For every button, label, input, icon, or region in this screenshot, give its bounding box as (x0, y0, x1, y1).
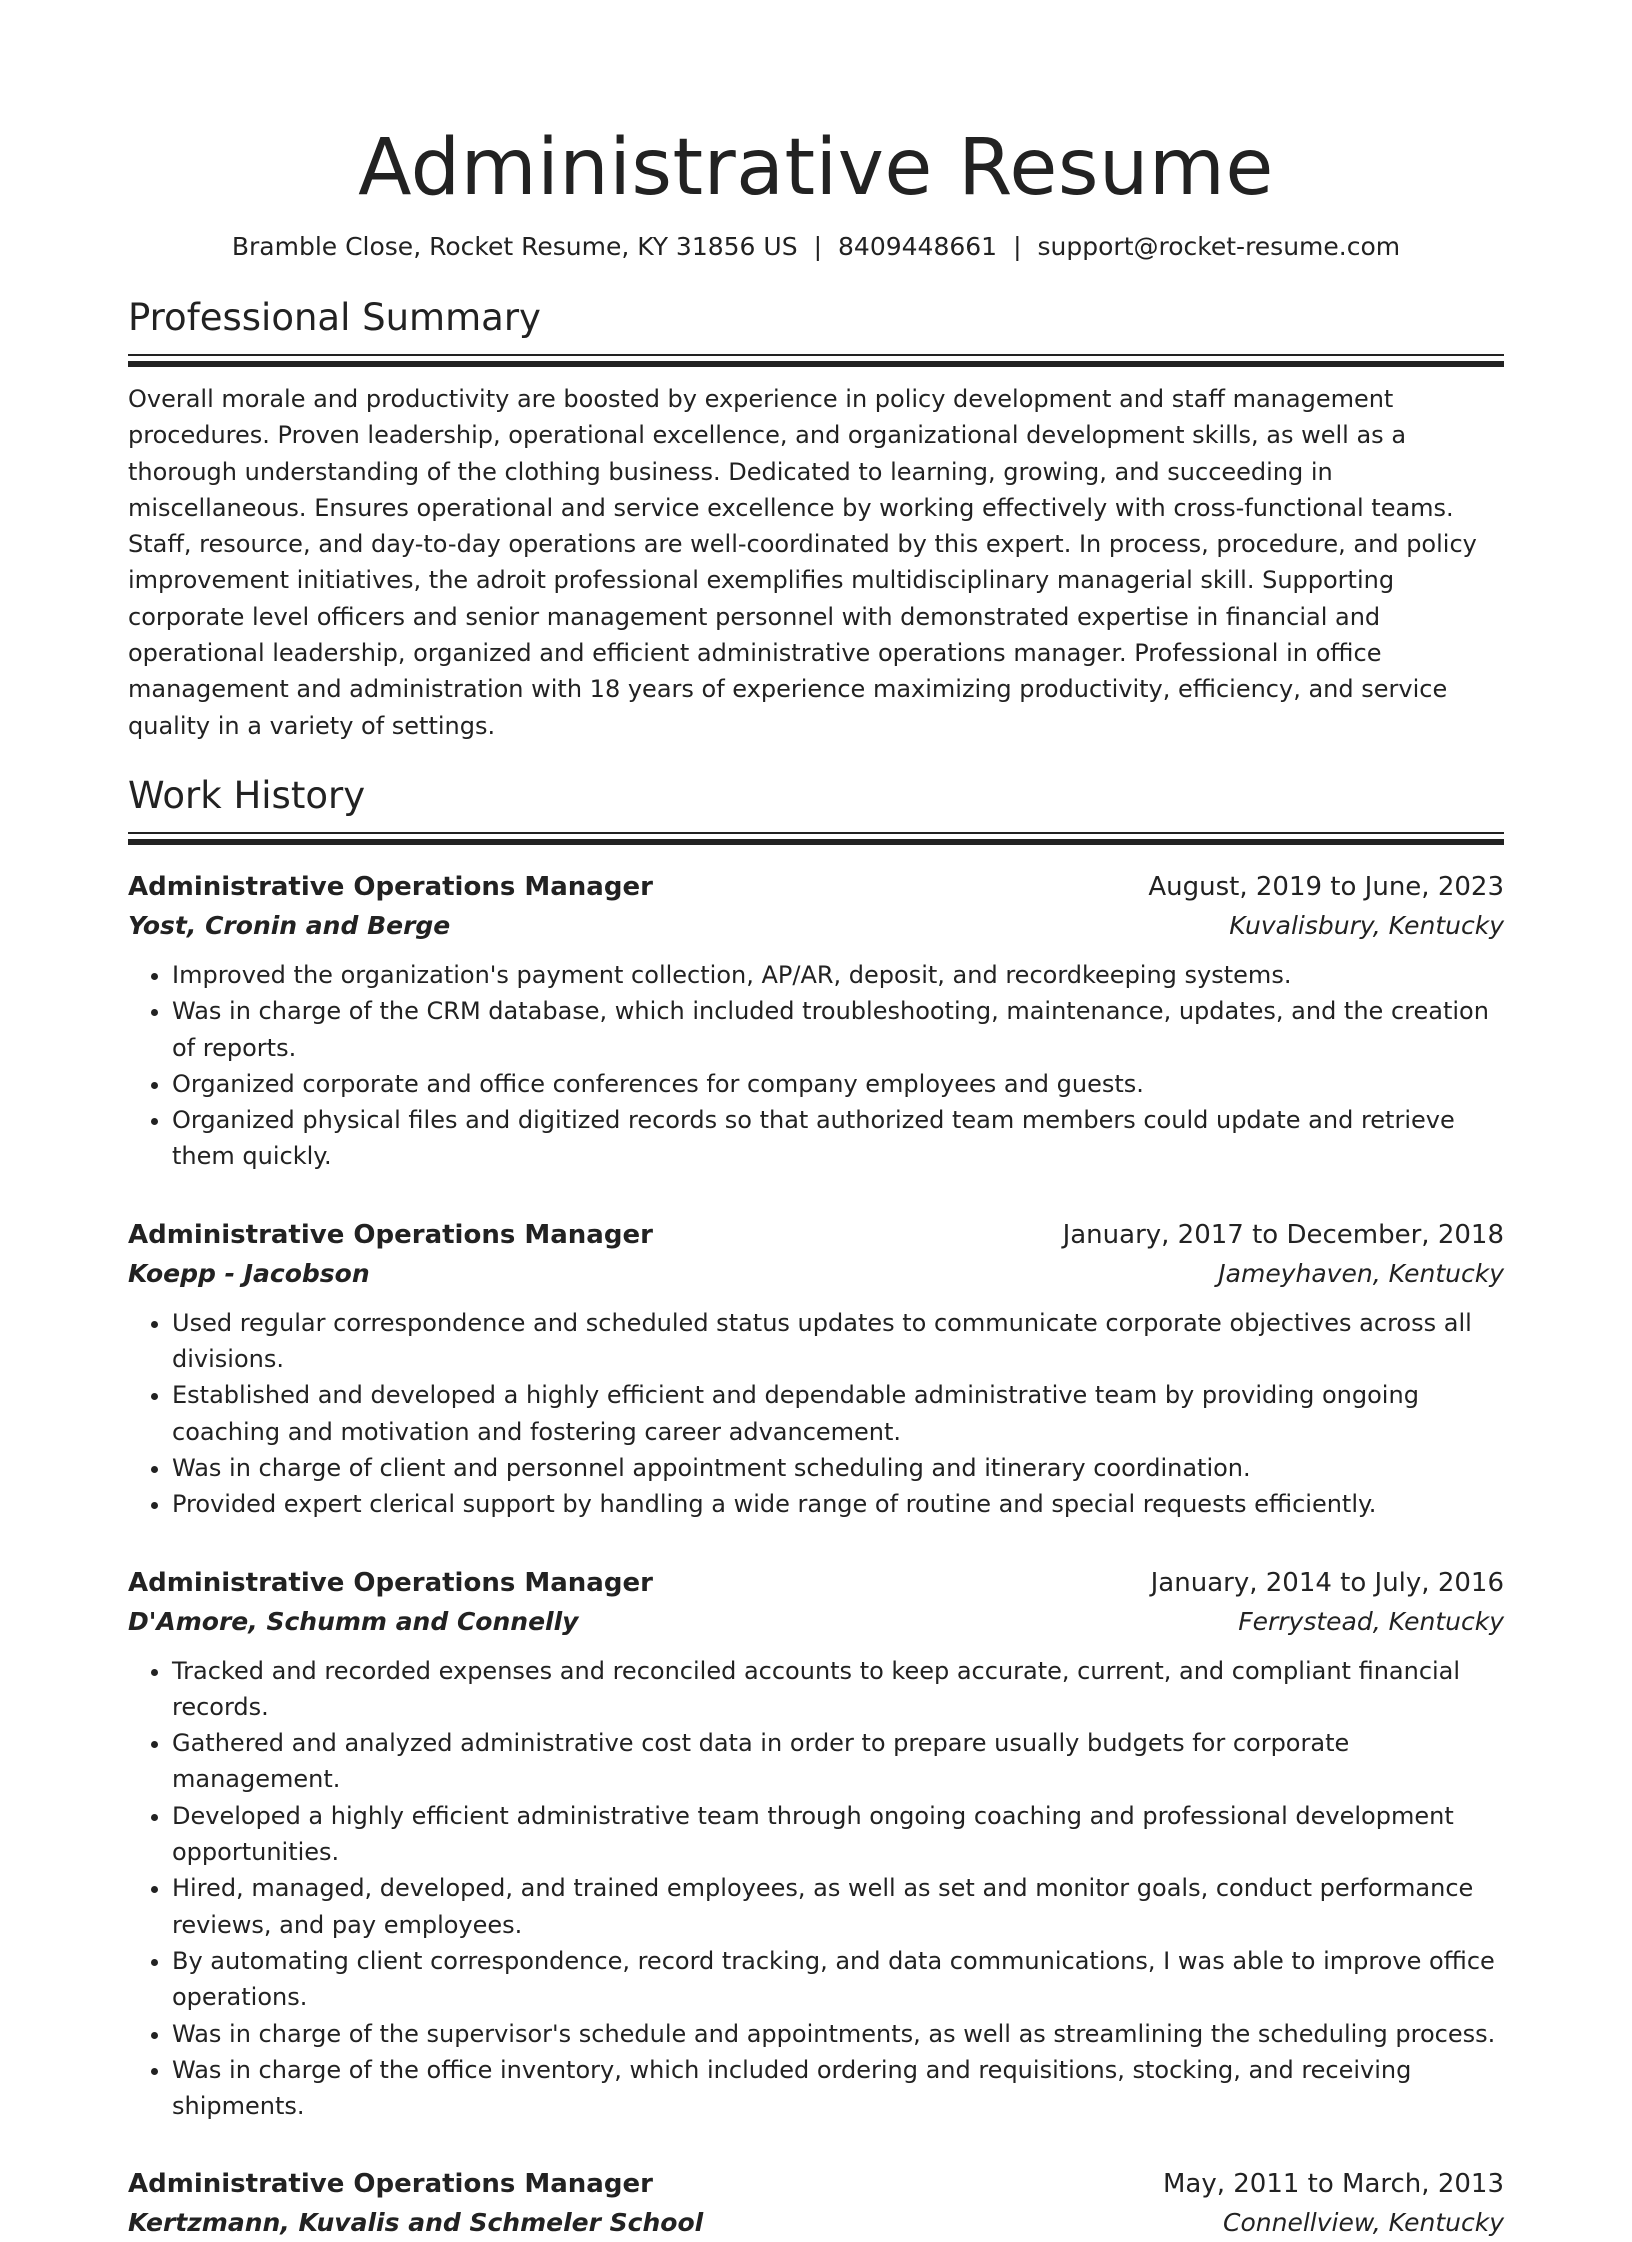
job-title: Administrative Operations Manager (128, 871, 653, 902)
job-company-row (128, 1603, 1504, 1641)
job-header-row (128, 1215, 1504, 1255)
job-bullet: • By automating client correspondence, record tracking, and data communications, I was able to improve office operations. (172, 1943, 1504, 2016)
job-bullets (128, 1305, 1504, 1523)
summary-text: Overall morale and productivity are boosted by experience in policy development and staff management procedures. Proven leadership, operational excellence, and organizational development skills, as well as a thorough understanding of the clothing business. Dedicated to learning, growing, and succeeding in miscellaneous. Ensures operational and service excellence by working effectively with cross-functional teams. Staff, resource, and day-to-day operations are well-coordinated by this expert. In process, procedure, and policy improvement initiatives, the adroit professional exemplifies multidisciplinary managerial skill. Supporting corporate level officers and senior management personnel with demonstrated expertise in financial and operational leadership, organized and efficient administrative operations manager. Professional in office management and administration with 18 years of experience maximizing productivity, efficiency, and service quality in a variety of settings. (128, 385, 1477, 740)
job-entry (128, 1215, 1504, 1523)
job-dates: January, 2014 to July, 2016 (1150, 1567, 1504, 1598)
job-bullet: • Improved the organization's payment collection, AP/AR, deposit, and recordkeeping systems. (172, 957, 1504, 993)
job-company-row (128, 2204, 1504, 2242)
section-divider (128, 354, 1504, 367)
job-title: Administrative Operations Manager (128, 2169, 653, 2200)
job-entry (128, 1563, 1504, 2125)
job-bullet: • Hired, managed, developed, and trained employees, as well as set and monitor goals, conduct performance reviews, and pay employees. (172, 1870, 1504, 1943)
section-title-work-history: Work History (128, 773, 366, 817)
job-header-row (128, 1563, 1504, 1603)
job-bullets (128, 957, 1504, 1175)
job-dates: May, 2011 to March, 2013 (1162, 2169, 1504, 2200)
job-dates: August, 2019 to June, 2023 (1148, 871, 1504, 902)
job-company-row (128, 1255, 1504, 1293)
job-bullet: • Was in charge of the supervisor's schedule and appointments, as well as streamlining the scheduling process. (172, 2016, 1504, 2052)
phone: 8409448661 (838, 232, 998, 261)
job-bullet: • Was in charge of the office inventory, which included ordering and requisitions, stocking, and receiving shipments. (172, 2052, 1504, 2125)
job-bullet: • Tracked and recorded expenses and reconciled accounts to keep accurate, current, and compliant financial records. (172, 1653, 1504, 1726)
job-bullets (128, 1653, 1504, 2125)
job-bullet: • Developed a highly efficient administrative team through ongoing coaching and professional development opportunities. (172, 1798, 1504, 1871)
job-company: Koepp - Jacobson (128, 1258, 370, 1288)
job-bullet: • Organized corporate and office conferences for company employees and guests. (172, 1066, 1504, 1102)
job-title: Administrative Operations Manager (128, 1567, 653, 1598)
job-location: Ferrystead, Kentucky (1238, 1606, 1504, 1636)
contact-line (128, 230, 1504, 264)
job-bullet: • Was in charge of client and personnel appointment scheduling and itinerary coordination. (172, 1450, 1504, 1486)
job-bullet: • Provided expert clerical support by handling a wide range of routine and special requests efficiently. (172, 1486, 1504, 1522)
job-bullet: • Gathered and analyzed administrative cost data in order to prepare usually budgets for corporate management. (172, 1725, 1504, 1798)
job-dates: January, 2017 to December, 2018 (1062, 1219, 1504, 1250)
address: Bramble Close, Rocket Resume, KY 31856 US (231, 232, 798, 261)
section-title-summary: Professional Summary (128, 296, 541, 339)
job-bullet: • Organized physical files and digitized records so that authorized team members could update and retrieve them quickly. (172, 1102, 1504, 1175)
contact-separator: | (1013, 232, 1022, 261)
job-entry (128, 867, 1504, 1175)
work-history-list (128, 867, 1504, 2242)
resume-page (128, 0, 1504, 2242)
section-divider (128, 832, 1504, 845)
job-location: Kuvalisbury, Kentucky (1229, 910, 1504, 940)
job-entry (128, 2164, 1504, 2242)
job-header-row (128, 867, 1504, 907)
job-company-row (128, 907, 1504, 945)
job-company: Kertzmann, Kuvalis and Schmeler School (128, 2208, 704, 2238)
job-company: D'Amore, Schumm and Connelly (128, 1606, 579, 1636)
contact-separator: | (813, 232, 823, 261)
job-title: Administrative Operations Manager (128, 1219, 653, 1250)
job-location: Connellview, Kentucky (1223, 2208, 1504, 2238)
resume-title: Administrative Resume (358, 123, 1274, 213)
job-header-row (128, 2164, 1504, 2204)
email: support@rocket-resume.com (1037, 232, 1401, 261)
job-bullet: • Used regular correspondence and scheduled status updates to communicate corporate objectives across all divisions. (172, 1305, 1504, 1378)
job-bullet: • Was in charge of the CRM database, which included troubleshooting, maintenance, updates, and the creation of reports. (172, 993, 1504, 1066)
job-bullet: • Established and developed a highly efficient and dependable administrative team by providing ongoing coaching and motivation and fostering career advancement. (172, 1377, 1504, 1450)
job-location: Jameyhaven, Kentucky (1218, 1258, 1504, 1288)
job-company: Yost, Cronin and Berge (128, 910, 451, 940)
